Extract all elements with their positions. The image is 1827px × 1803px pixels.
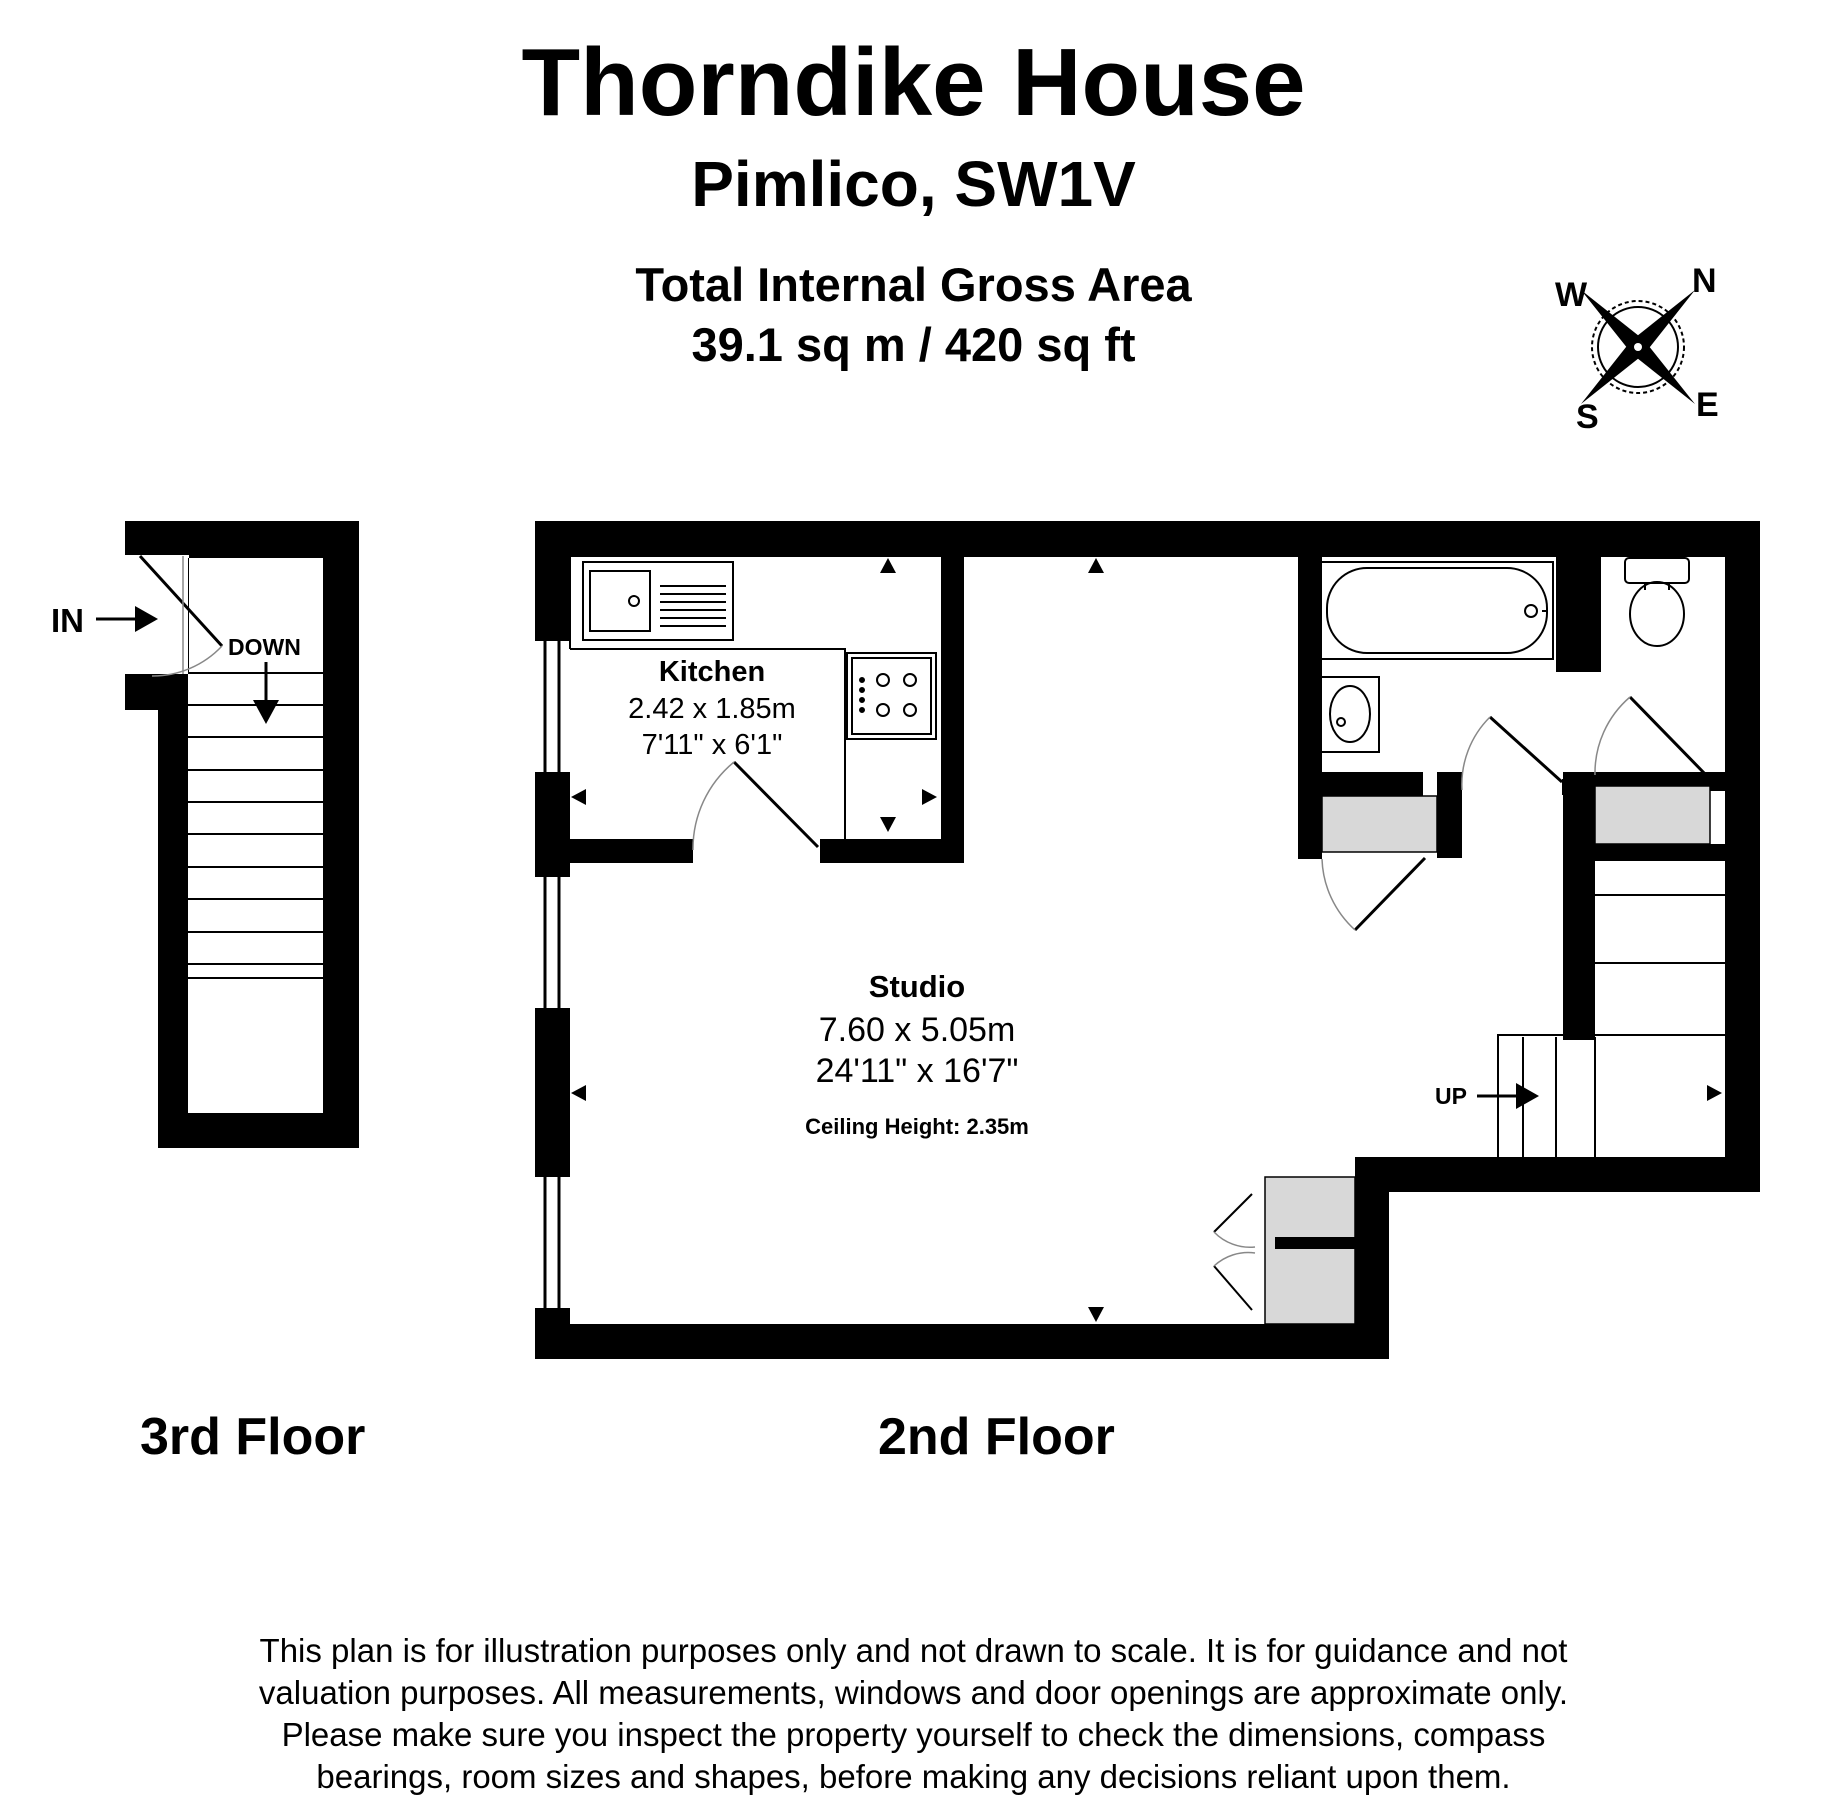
kitchen-name: Kitchen (658, 656, 766, 688)
left-windows (535, 641, 570, 1308)
down-arrow-icon (253, 700, 279, 724)
cupboard-door-icon (1355, 858, 1425, 930)
kitchen-door-icon (734, 762, 818, 847)
compass-e: E (1696, 386, 1719, 424)
bathroom-door-icon (1490, 717, 1562, 782)
storage-cupboard (1265, 1177, 1355, 1324)
disclaimer-line: This plan is for illustration purposes only and not drawn to scale. It is for guidance and not (259, 1632, 1568, 1669)
hob-icon (847, 653, 936, 739)
compass-rose-icon (1555, 262, 1719, 436)
kitchen-imperial: 7'11" x 6'1" (641, 729, 783, 761)
second-floor-label: 2nd Floor (878, 1408, 1115, 1466)
third-floor-stairs (188, 673, 323, 978)
storage-door-lower-icon (1214, 1266, 1252, 1310)
up-label: UP (1435, 1083, 1467, 1109)
area-value: 39.1 sq m / 420 sq ft (691, 318, 1136, 371)
kitchen-metric: 2.42 x 1.85m (628, 693, 796, 725)
third-floor-label: 3rd Floor (140, 1408, 366, 1466)
kitchen-sink-icon (583, 562, 733, 640)
cupboard-hall (1322, 796, 1437, 852)
studio-ceiling-height: Ceiling Height: 2.35m (805, 1114, 1029, 1139)
disclaimer-line: valuation purposes. All measurements, windows and door openings are approximate only. (258, 1674, 1569, 1711)
studio-imperial: 24'11" x 16'7" (815, 1052, 1019, 1090)
disclaimer-line: Please make sure you inspect the property yourself to check the dimensions, compass (281, 1716, 1546, 1753)
property-location: Pimlico, SW1V (691, 148, 1136, 220)
wc-door-icon (1630, 697, 1707, 776)
compass-w: W (1555, 276, 1588, 314)
disclaimer (0, 1630, 1827, 1798)
bathtub-icon (1320, 562, 1553, 659)
up-arrow-icon (1516, 1083, 1539, 1109)
cupboard-wc (1595, 786, 1710, 844)
third-floor-plan (51, 521, 359, 1148)
down-label: DOWN (228, 634, 301, 660)
toilet-icon (1625, 558, 1689, 646)
storage-door-upper-icon (1214, 1194, 1252, 1232)
disclaimer-line: bearings, room sizes and shapes, before making any decisions reliant upon them. (316, 1758, 1511, 1795)
entry-door-icon (140, 556, 222, 646)
basin-icon (1321, 677, 1379, 752)
second-floor-stairs (1498, 895, 1725, 1157)
compass-s: S (1576, 398, 1599, 436)
property-title: Thorndike House (521, 29, 1306, 136)
compass-n: N (1692, 262, 1717, 300)
second-floor-plan (535, 521, 1760, 1359)
studio-name: Studio (868, 969, 966, 1004)
area-label: Total Internal Gross Area (635, 258, 1192, 311)
in-label: IN (51, 602, 84, 639)
studio-metric: 7.60 x 5.05m (818, 1011, 1016, 1049)
in-arrow-icon (135, 606, 158, 632)
